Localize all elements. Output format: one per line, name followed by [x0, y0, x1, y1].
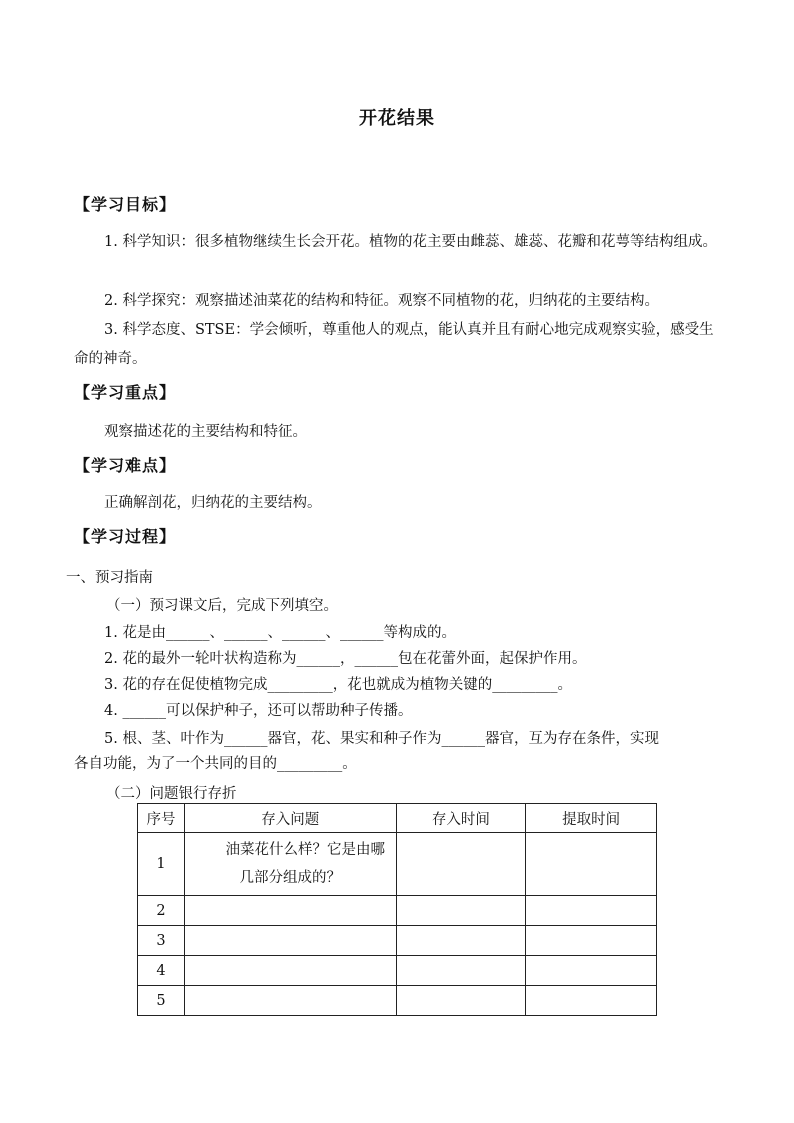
fill-item-3: 3. 花的存在促使植物完成_________，花也就成为植物关键的_________。	[104, 677, 572, 693]
preview-title: 一、预习指南	[66, 570, 153, 586]
preview-sub1: （一）预习课文后，完成下列填空。	[106, 598, 338, 614]
header-withdraw-time: 提取时间	[526, 804, 657, 833]
preview-sub2: （二）问题银行存折	[106, 786, 237, 802]
goal-item-1: 1. 科学知识：很多植物继续生长会开花。植物的花主要由雌蕊、雄蕊、花瓣和花萼等结构组成。	[104, 234, 717, 250]
question-text: 油菜花什么样？它是由哪几部分组成的？	[225, 842, 385, 886]
withdraw-time-cell[interactable]	[526, 896, 657, 926]
page-title: 开花结果	[359, 108, 435, 129]
deposit-time-cell[interactable]	[396, 956, 526, 986]
difficulty-text: 正确解剖花，归纳花的主要结构。	[104, 495, 322, 511]
question-bank-table	[137, 803, 657, 1016]
table-row	[138, 986, 657, 1016]
header-no: 序号	[138, 804, 185, 833]
table-row	[138, 926, 657, 956]
row-number: 5	[138, 986, 185, 1016]
header-question: 存入问题	[184, 804, 396, 833]
goal-item-2: 2. 科学探究：观察描述油菜花的结构和特征。观察不同植物的花，归纳花的主要结构。	[104, 293, 659, 309]
question-cell[interactable]	[184, 956, 396, 986]
deposit-time-cell[interactable]	[396, 926, 526, 956]
fill-item-1: 1. 花是由______、______、______、______等构成的。	[104, 625, 456, 641]
table-header-row	[138, 804, 657, 833]
goal-item-3: 3. 科学态度、STSE：学会倾听，尊重他人的观点，能认真并且有耐心地完成观察实验，感受生命的神奇。	[74, 322, 714, 367]
question-cell[interactable]	[184, 986, 396, 1016]
row-number: 3	[138, 926, 185, 956]
withdraw-time-cell[interactable]	[526, 833, 657, 896]
question-cell[interactable]	[184, 926, 396, 956]
heading-goals: 【学习目标】	[74, 195, 177, 214]
heading-key: 【学习重点】	[74, 383, 177, 402]
fill-item-5-cont: 各自功能，为了一个共同的目的_________。	[74, 756, 357, 772]
withdraw-time-cell[interactable]	[526, 926, 657, 956]
row-number: 2	[138, 896, 185, 926]
key-text: 观察描述花的主要结构和特征。	[104, 424, 307, 440]
heading-difficulty: 【学习难点】	[74, 456, 177, 475]
header-deposit-time: 存入时间	[396, 804, 526, 833]
table-row	[138, 833, 657, 896]
deposit-time-cell[interactable]	[396, 986, 526, 1016]
table-row	[138, 896, 657, 926]
row-number: 1	[138, 833, 185, 896]
fill-item-2: 2. 花的最外一轮叶状构造称为______，______包在花蕾外面，起保护作用。	[104, 651, 587, 667]
withdraw-time-cell[interactable]	[526, 956, 657, 986]
question-cell	[184, 833, 396, 896]
fill-item-5: 5. 根、茎、叶作为______器官，花、果实和种子作为______器官，互为存在条件，实现	[104, 731, 659, 747]
table-row	[138, 956, 657, 986]
deposit-time-cell[interactable]	[396, 896, 526, 926]
withdraw-time-cell[interactable]	[526, 986, 657, 1016]
row-number: 4	[138, 956, 185, 986]
heading-process: 【学习过程】	[74, 527, 177, 546]
deposit-time-cell[interactable]	[396, 833, 526, 896]
fill-item-4: 4. ______可以保护种子，还可以帮助种子传播。	[104, 703, 413, 719]
question-cell[interactable]	[184, 896, 396, 926]
